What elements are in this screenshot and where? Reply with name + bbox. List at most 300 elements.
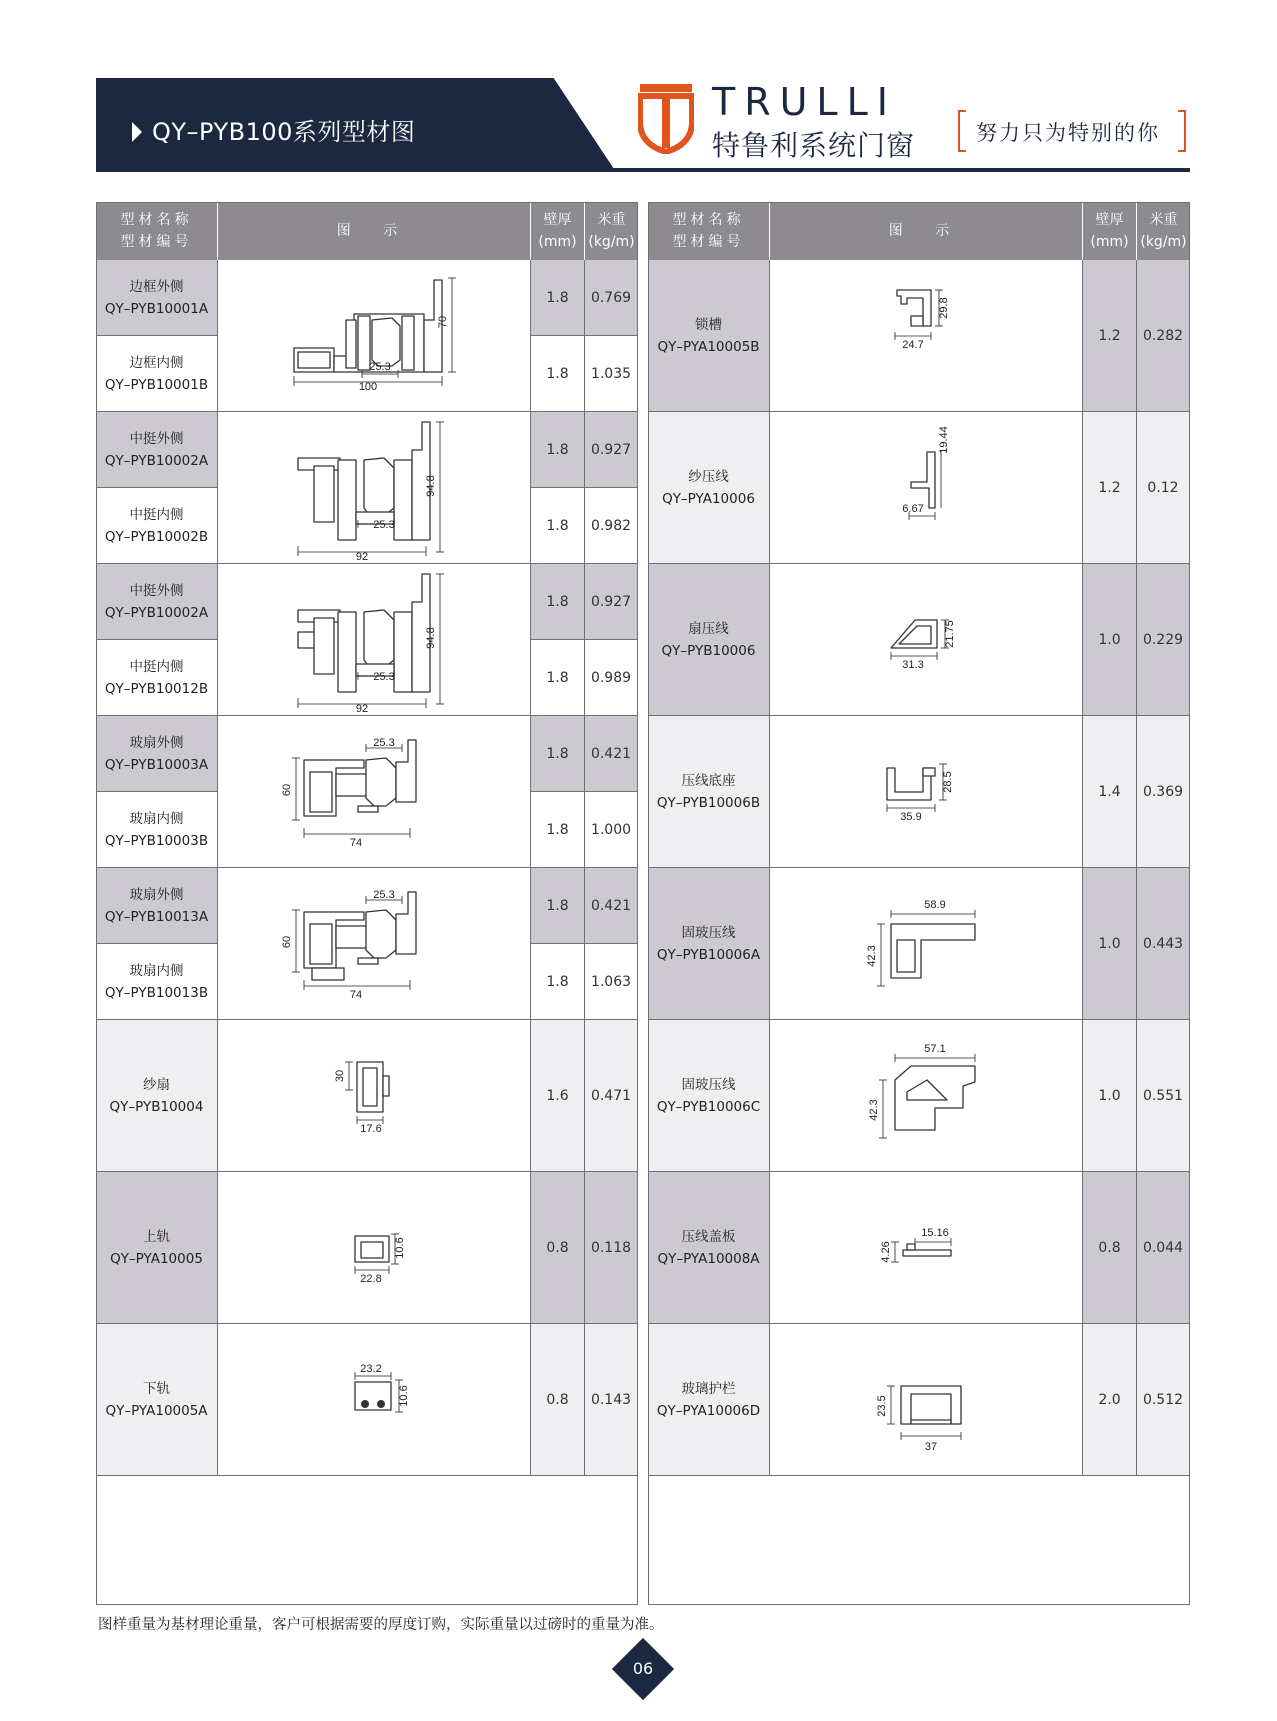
weight-cell — [585, 868, 638, 944]
weight-cell — [585, 412, 638, 488]
profile-outline — [901, 1386, 961, 1424]
thickness-value: 0.8 — [546, 1391, 569, 1408]
dim-width: 74 — [349, 988, 363, 1001]
dim-height: 60 — [281, 783, 293, 796]
profile-label — [105, 580, 208, 624]
profile-outline — [372, 318, 400, 366]
thickness-value: 1.8 — [546, 593, 569, 610]
name-col-header-line2: 型材编号 — [672, 234, 745, 250]
dim-width: 57.1 — [924, 1042, 946, 1055]
thickness-value: 2.0 — [1098, 1391, 1121, 1408]
profile-code: QY–PYB10006B — [656, 794, 761, 811]
profile-diagram — [274, 868, 474, 1020]
profile-outline — [310, 924, 332, 964]
weight-value: 1.035 — [590, 365, 632, 382]
name-cell — [648, 868, 770, 1020]
profile-name: 纱压线 — [688, 468, 729, 485]
profile-label — [105, 1378, 207, 1422]
profile-code: QY–PYB10012B — [104, 680, 209, 697]
dim-height: 29.8 — [938, 296, 950, 319]
dim-width: 24.7 — [902, 338, 924, 351]
thickness-cell — [1083, 412, 1137, 564]
thickness-cell — [531, 716, 585, 792]
profile-drawing — [355, 1234, 406, 1285]
dim-center: 25.3 — [373, 670, 395, 683]
dim-width: 100 — [358, 380, 378, 393]
profile-outline — [911, 316, 923, 326]
bracket-left — [958, 110, 966, 152]
thickness-value: 1.8 — [546, 821, 569, 838]
profile-code: QY–PYB10013B — [104, 984, 209, 1001]
profile-code: QY–PYA10005 — [110, 1250, 203, 1267]
thickness-cell — [531, 1324, 585, 1476]
diagram-col-header: 图 示 — [770, 202, 1083, 260]
profile-name: 固玻压线 — [681, 1076, 736, 1093]
profile-code: QY–PYB10003B — [104, 832, 209, 849]
weight-col-header — [585, 202, 638, 260]
thickness-cell — [531, 792, 585, 868]
name-cell — [96, 412, 218, 488]
profile-outline — [336, 926, 368, 948]
dim-height: 23.5 — [876, 1394, 888, 1417]
profile-outline — [358, 316, 370, 370]
thickness-value: 1.0 — [1098, 1087, 1121, 1104]
profile-outline — [314, 618, 334, 674]
weight-value: 0.471 — [590, 1087, 632, 1104]
name-cell — [648, 1324, 770, 1476]
thickness-col-header-line2: (mm) — [538, 234, 577, 250]
weight-value: 0.12 — [1147, 479, 1179, 496]
dim-width: 37 — [924, 1440, 938, 1453]
weight-value: 0.369 — [1142, 783, 1184, 800]
profile-drawing — [895, 290, 950, 351]
weight-cell — [585, 564, 638, 640]
left-profile-table — [96, 202, 638, 1605]
name-cell — [96, 868, 218, 944]
diagram-cell — [770, 868, 1083, 1020]
table-header — [96, 202, 638, 260]
dim-height: 28.5 — [942, 770, 954, 793]
profile-outline — [363, 1068, 377, 1106]
profile-drawing — [876, 1386, 961, 1453]
profile-label — [105, 504, 208, 548]
weight-col-header — [1137, 202, 1190, 260]
profile-drawing — [281, 889, 416, 1001]
name-cell — [648, 1020, 770, 1172]
profile-outline — [394, 612, 412, 692]
profile-drawing — [294, 278, 456, 393]
name-cell — [648, 564, 770, 716]
thickness-value: 0.8 — [1098, 1239, 1121, 1256]
thickness-cell — [1083, 260, 1137, 412]
profile-drawing — [902, 426, 950, 520]
profile-name: 压线盖板 — [681, 1228, 736, 1245]
profile-diagram — [851, 716, 1001, 868]
thickness-cell — [531, 1172, 585, 1324]
weight-cell — [585, 1172, 638, 1324]
profile-label — [110, 1226, 203, 1270]
diagram-cell — [218, 1172, 531, 1324]
weight-col-header-line1: 米重 — [1149, 212, 1178, 228]
profile-code: QY–PYB10001B — [104, 376, 209, 393]
weight-value: 0.512 — [1142, 1391, 1184, 1408]
weight-cell — [585, 716, 638, 792]
diagram-cell — [770, 1020, 1083, 1172]
profile-code: QY–PYA10006 — [662, 490, 755, 507]
thickness-cell — [531, 944, 585, 1020]
name-col-header-line1: 型材名称 — [672, 212, 745, 228]
profile-code: QY–PYA10005B — [657, 338, 760, 355]
profile-code: QY–PYB10006A — [656, 946, 761, 963]
profile-name: 中挺内侧 — [129, 506, 184, 523]
thickness-value: 1.8 — [546, 897, 569, 914]
profile-outline — [355, 1382, 391, 1410]
profile-code: QY–PYB10006C — [656, 1098, 761, 1115]
weight-value: 0.044 — [1142, 1239, 1184, 1256]
profile-label — [105, 428, 208, 472]
table-header — [648, 202, 1190, 260]
profile-outline — [396, 740, 416, 802]
dim-height: 30 — [334, 1069, 346, 1082]
weight-cell — [1137, 260, 1190, 412]
right-profile-table — [648, 202, 1190, 1605]
profile-label — [657, 1074, 760, 1118]
profile-diagram — [851, 1324, 1001, 1476]
profile-hole — [361, 1400, 369, 1408]
diagram-cell — [770, 564, 1083, 716]
profile-code: QY–PYB10002A — [104, 604, 209, 621]
dim-height: 94.8 — [425, 626, 437, 649]
name-cell — [96, 716, 218, 792]
profile-diagram — [851, 260, 1001, 412]
name-cell — [96, 1324, 218, 1476]
thickness-cell — [531, 640, 585, 716]
profile-outline — [402, 316, 414, 370]
profile-label — [657, 1378, 760, 1422]
thickness-col-header-line1: 壁厚 — [543, 212, 572, 228]
dim-height: 60 — [281, 935, 293, 948]
dim-center: 25.3 — [373, 518, 395, 531]
profile-diagram — [851, 1172, 1001, 1324]
thickness-cell — [531, 412, 585, 488]
thickness-cell — [1083, 1020, 1137, 1172]
profile-name: 边框外侧 — [129, 278, 184, 295]
weight-cell — [585, 640, 638, 716]
name-cell — [96, 488, 218, 564]
thickness-col-header — [1083, 202, 1137, 260]
weight-col-header-line2: (kg/m) — [1140, 234, 1187, 250]
profile-outline — [383, 1076, 389, 1096]
profile-code: QY–PYB10004 — [109, 1098, 204, 1115]
profile-outline — [298, 352, 330, 368]
thickness-value: 1.8 — [546, 517, 569, 534]
profile-outline — [314, 466, 334, 522]
thickness-value: 0.8 — [546, 1239, 569, 1256]
profile-outline — [911, 452, 935, 508]
weight-value: 0.927 — [590, 593, 632, 610]
dim-width: 35.9 — [900, 810, 922, 823]
profile-drawing — [298, 422, 444, 563]
thickness-col-header — [531, 202, 585, 260]
name-cell — [96, 640, 218, 716]
dim-center: 25.3 — [369, 360, 391, 373]
profile-outline — [903, 1250, 951, 1256]
thickness-value: 1.2 — [1098, 327, 1121, 344]
weight-value: 0.421 — [590, 897, 632, 914]
header-rule — [96, 168, 1190, 172]
thickness-cell — [531, 564, 585, 640]
weight-value: 0.551 — [1142, 1087, 1184, 1104]
weight-cell — [1137, 868, 1190, 1020]
profile-code: QY–PYB10003A — [104, 756, 209, 773]
weight-value: 1.063 — [590, 973, 632, 990]
profile-diagram — [851, 564, 1001, 716]
profile-name: 玻扇内侧 — [129, 810, 184, 827]
dim-height: 42.3 — [866, 944, 878, 967]
profile-label — [657, 1226, 759, 1270]
profile-code: QY–PYB10001A — [104, 300, 209, 317]
bracket-right — [1178, 110, 1186, 152]
profile-diagram — [309, 1172, 439, 1324]
profile-label — [105, 276, 208, 320]
profile-drawing — [887, 764, 954, 823]
weight-col-header-line1: 米重 — [597, 212, 626, 228]
diagram-col-header: 图 示 — [218, 202, 531, 260]
name-col-header — [648, 202, 770, 260]
page-number: 06 — [632, 1659, 654, 1678]
weight-cell — [1137, 716, 1190, 868]
dim-height: 19.44 — [938, 425, 950, 454]
profile-code: QY–PYB10002A — [104, 452, 209, 469]
thickness-cell — [1083, 1172, 1137, 1324]
profile-label — [110, 1074, 204, 1118]
weight-cell — [1137, 1020, 1190, 1172]
name-cell — [648, 260, 770, 412]
page-title — [132, 112, 415, 147]
profile-outline — [396, 892, 416, 954]
thickness-col-header-line2: (mm) — [1090, 234, 1129, 250]
profile-label — [105, 884, 208, 928]
weight-value: 0.421 — [590, 745, 632, 762]
profile-outline — [312, 968, 344, 980]
profile-label — [105, 808, 208, 852]
thickness-value: 1.6 — [546, 1087, 569, 1104]
weight-value: 0.989 — [590, 669, 632, 686]
thickness-cell — [531, 1020, 585, 1172]
diagram-cell — [770, 716, 1083, 868]
diagram-cell — [770, 1324, 1083, 1476]
weight-cell — [1137, 1324, 1190, 1476]
profile-label — [662, 466, 755, 510]
dim-center: 25.3 — [373, 888, 395, 901]
name-cell — [96, 336, 218, 412]
slogan — [958, 110, 1186, 150]
profile-label — [662, 618, 756, 662]
profile-name: 上轨 — [142, 1228, 170, 1245]
profile-drawing — [334, 1062, 389, 1135]
thickness-value: 1.8 — [546, 289, 569, 306]
profile-label — [657, 314, 759, 358]
weight-value: 0.143 — [590, 1391, 632, 1408]
thickness-value: 1.8 — [546, 973, 569, 990]
weight-cell — [585, 336, 638, 412]
weight-value: 0.769 — [590, 289, 632, 306]
weight-value: 0.927 — [590, 441, 632, 458]
profile-diagram — [309, 1324, 439, 1476]
weight-value: 0.118 — [590, 1239, 632, 1256]
profile-label — [657, 770, 760, 814]
profile-name: 玻扇外侧 — [129, 886, 184, 903]
profile-label — [105, 656, 208, 700]
diagram-cell — [770, 1172, 1083, 1324]
thickness-value: 1.8 — [546, 745, 569, 762]
diagram-cell — [218, 868, 531, 1020]
weight-cell — [585, 488, 638, 564]
profile-outline — [897, 940, 915, 972]
dim-width: 92 — [355, 702, 369, 715]
weight-value: 0.982 — [590, 517, 632, 534]
weight-value: 1.000 — [590, 821, 632, 838]
weight-cell — [585, 260, 638, 336]
profile-code: QY–PYB10002B — [104, 528, 209, 545]
weight-cell — [585, 792, 638, 868]
profile-drawing — [891, 620, 956, 671]
dim-width: 58.9 — [924, 898, 946, 911]
weight-cell — [585, 944, 638, 1020]
profile-drawing — [355, 1363, 410, 1412]
thickness-value: 1.4 — [1098, 783, 1121, 800]
dim-height: 21.75 — [944, 619, 956, 648]
thickness-cell — [531, 260, 585, 336]
weight-cell — [1137, 1172, 1190, 1324]
profile-diagram — [851, 412, 1001, 564]
thickness-value: 1.0 — [1098, 631, 1121, 648]
profile-code: QY–PYB10006 — [661, 642, 756, 659]
profile-name: 中挺外侧 — [129, 582, 184, 599]
name-cell — [96, 1020, 218, 1172]
diagram-cell — [770, 412, 1083, 564]
profile-code: QY–PYA10006D — [656, 1402, 761, 1419]
diagram-cell — [218, 1324, 531, 1476]
profile-outline — [346, 320, 356, 368]
profile-label — [657, 922, 760, 966]
thickness-value: 1.8 — [546, 365, 569, 382]
profile-diagram — [309, 1020, 439, 1172]
dim-height: 10.6 — [398, 1384, 410, 1407]
dim-height: 10.6 — [394, 1236, 406, 1259]
diagram-cell — [218, 716, 531, 868]
weight-value: 0.282 — [1142, 327, 1184, 344]
dim-height: 4.26 — [880, 1240, 892, 1263]
weight-cell — [1137, 564, 1190, 716]
weight-cell — [585, 1324, 638, 1476]
brand-name: TRULLI — [712, 80, 897, 124]
profile-outline — [364, 458, 394, 516]
dim-height: 70 — [437, 315, 449, 328]
profile-diagram — [274, 260, 474, 412]
profile-diagram — [274, 716, 474, 868]
profile-name: 下轨 — [143, 1380, 170, 1397]
diagram-cell — [218, 412, 531, 564]
trulli-logo-icon — [638, 82, 694, 154]
name-cell — [96, 564, 218, 640]
diagram-cell — [770, 260, 1083, 412]
name-cell — [96, 1172, 218, 1324]
play-triangle-icon — [132, 122, 142, 142]
brand-chinese-name: 特鲁利系统门窗 — [712, 129, 916, 162]
profile-outline — [923, 768, 935, 776]
profile-outline — [338, 612, 356, 692]
profile-label — [105, 960, 208, 1004]
profile-outline — [394, 460, 412, 540]
dim-width: 6.67 — [902, 502, 924, 515]
profile-drawing — [298, 574, 444, 715]
dim-width: 22.8 — [360, 1272, 382, 1285]
profile-name: 玻扇内侧 — [129, 962, 184, 979]
profile-outline — [338, 460, 356, 540]
thickness-cell — [1083, 716, 1137, 868]
weight-col-header-line2: (kg/m) — [588, 234, 635, 250]
thickness-cell — [531, 488, 585, 564]
profile-name: 玻璃护栏 — [681, 1380, 736, 1397]
name-cell — [648, 716, 770, 868]
profile-name: 边框内侧 — [129, 354, 184, 371]
thickness-col-header-line1: 壁厚 — [1095, 212, 1124, 228]
thickness-value: 1.8 — [546, 669, 569, 686]
dim-width: 74 — [349, 836, 363, 849]
profile-diagram — [274, 412, 474, 564]
profile-diagram — [274, 564, 474, 716]
thickness-value: 1.0 — [1098, 935, 1121, 952]
profile-name: 锁槽 — [694, 316, 722, 333]
thickness-value: 1.8 — [546, 441, 569, 458]
profile-hole — [377, 1400, 385, 1408]
dim-height: 42.3 — [868, 1098, 880, 1121]
thickness-cell — [531, 868, 585, 944]
dim-width: 23.2 — [360, 1362, 382, 1375]
profile-label — [105, 352, 208, 396]
profile-outline — [361, 1242, 383, 1258]
profile-diagram — [851, 1020, 1001, 1172]
dim-width: 15.16 — [921, 1226, 949, 1239]
profile-code: QY–PYB10013A — [104, 908, 209, 925]
profile-outline — [358, 806, 378, 812]
profile-outline — [364, 610, 394, 668]
name-col-header-line1: 型材名称 — [120, 212, 193, 228]
diagram-cell — [218, 564, 531, 716]
profile-drawing — [281, 737, 416, 849]
profile-outline — [358, 958, 378, 964]
profile-drawing — [866, 899, 975, 986]
profile-outline — [907, 1244, 915, 1250]
dim-height: 94.8 — [425, 474, 437, 497]
profile-name: 纱扇 — [142, 1076, 170, 1093]
diagram-cell — [218, 260, 531, 412]
name-cell — [648, 412, 770, 564]
name-col-header-line2: 型材编号 — [120, 234, 193, 250]
name-cell — [96, 944, 218, 1020]
profile-name: 固玻压线 — [681, 924, 736, 941]
profile-name: 压线底座 — [681, 772, 736, 789]
profile-name: 玻扇外侧 — [129, 734, 184, 751]
name-cell — [96, 260, 218, 336]
thickness-cell — [1083, 564, 1137, 716]
profile-outline — [911, 1420, 951, 1424]
profile-code: QY–PYA10008A — [657, 1250, 760, 1267]
page-title-text: QY–PYB100系列型材图 — [152, 118, 416, 146]
thickness-cell — [1083, 1324, 1137, 1476]
profile-outline — [336, 774, 368, 796]
